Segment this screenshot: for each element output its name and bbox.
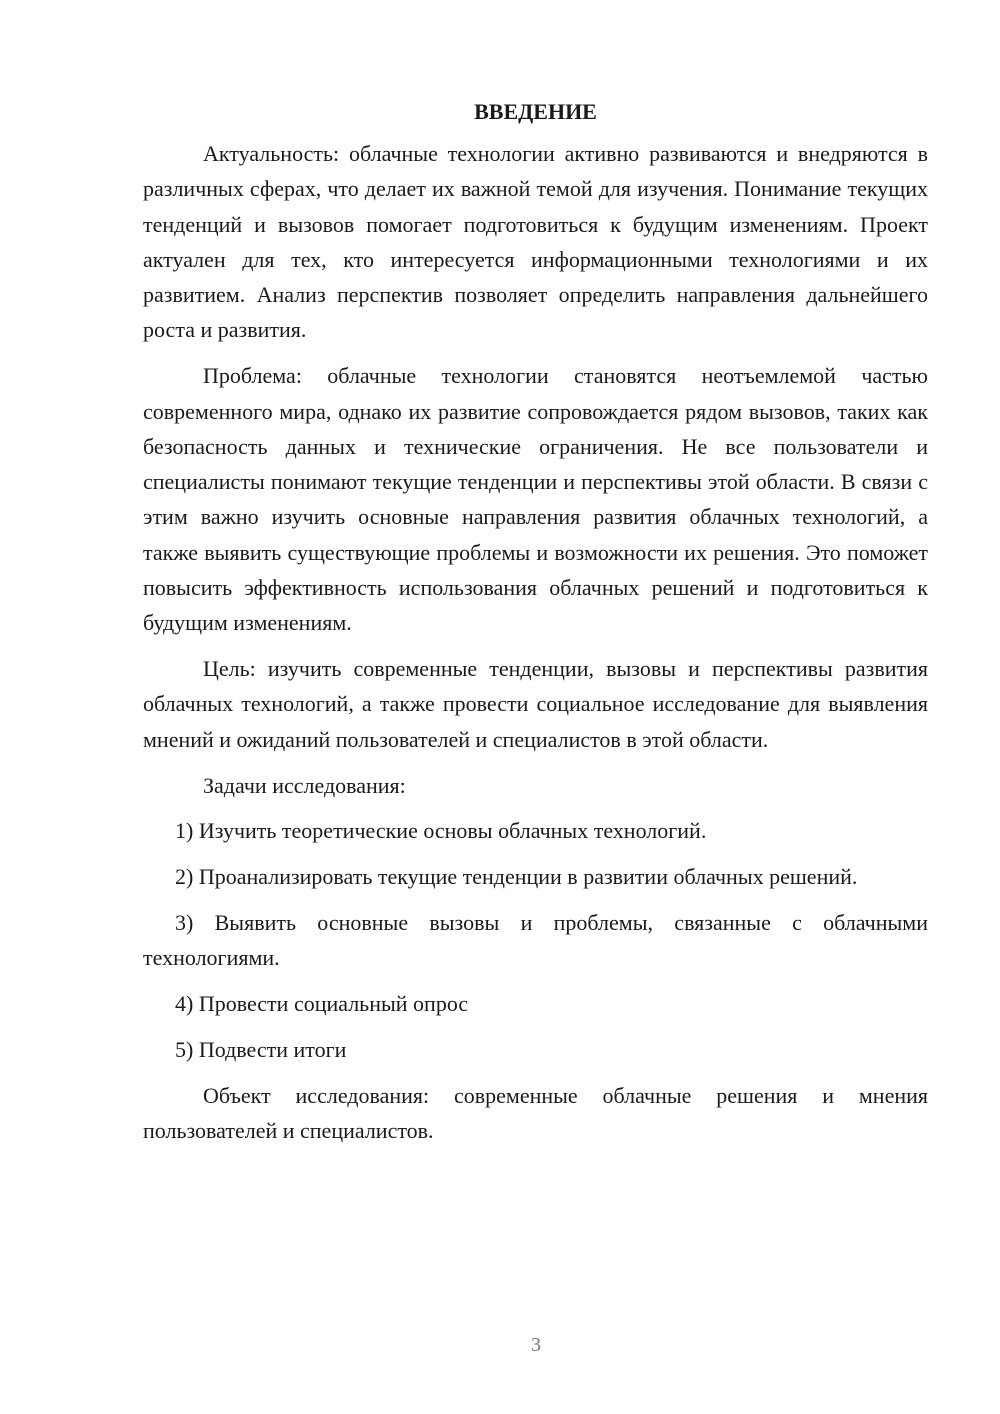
task-item: 2) Проанализировать текущие тенденции в развитии облачных решений. — [175, 864, 858, 890]
tasks-heading: Задачи исследования: — [203, 772, 406, 798]
paragraph-goal: Цель: изучить современные тенденции, вызовы и перспективы развития облачных технологий, а также провести социальное исследование для выявления мнений и ожиданий пользователей и специалистов в этой области. — [143, 656, 928, 752]
paragraph-relevance: Актуальность: облачные технологии активно развиваются и внедряются в различных сферах, что делает их важной темой для изучения. Понимание текущих тенденций и вызовов помогает подготовиться к будущим изменениям. Проект актуален для тех, кто интересуется информационными технологиями и их развитием. Анализ перспектив позволяет определить направления дальнейшего роста и развития. — [143, 141, 928, 343]
page-number: 3 — [531, 1334, 541, 1356]
task-item: 5) Подвести итоги — [175, 1036, 347, 1062]
section-title: ВВЕДЕНИЕ — [474, 99, 597, 124]
task-item: 3) Выявить основные вызовы и проблемы, связанные с облачными технологиями. — [143, 909, 928, 971]
task-item: 1) Изучить теоретические основы облачных технологий. — [175, 818, 707, 844]
paragraph-object: Объект исследования: современные облачные решения и мнения пользователей и специалистов. — [143, 1082, 928, 1143]
paragraph-problem: Проблема: облачные технологии становятся неотъемлемой частью современного мира, однако их развитие сопровождается рядом вызовов, таких как безопасность данных и технические ограничения. Не все пользователи и специалисты понимают текущие тенденции и перспективы этой области. В связи с этим важно изучить основные направления развития облачных технологий, а также выявить существующие проблемы и возможности их решения. Это поможет повысить эффективность использования облачных решений и подготовиться к будущим изменениям. — [143, 363, 928, 636]
page-content — [143, 98, 928, 1159]
task-item: 4) Провести социальный опрос — [175, 991, 469, 1017]
